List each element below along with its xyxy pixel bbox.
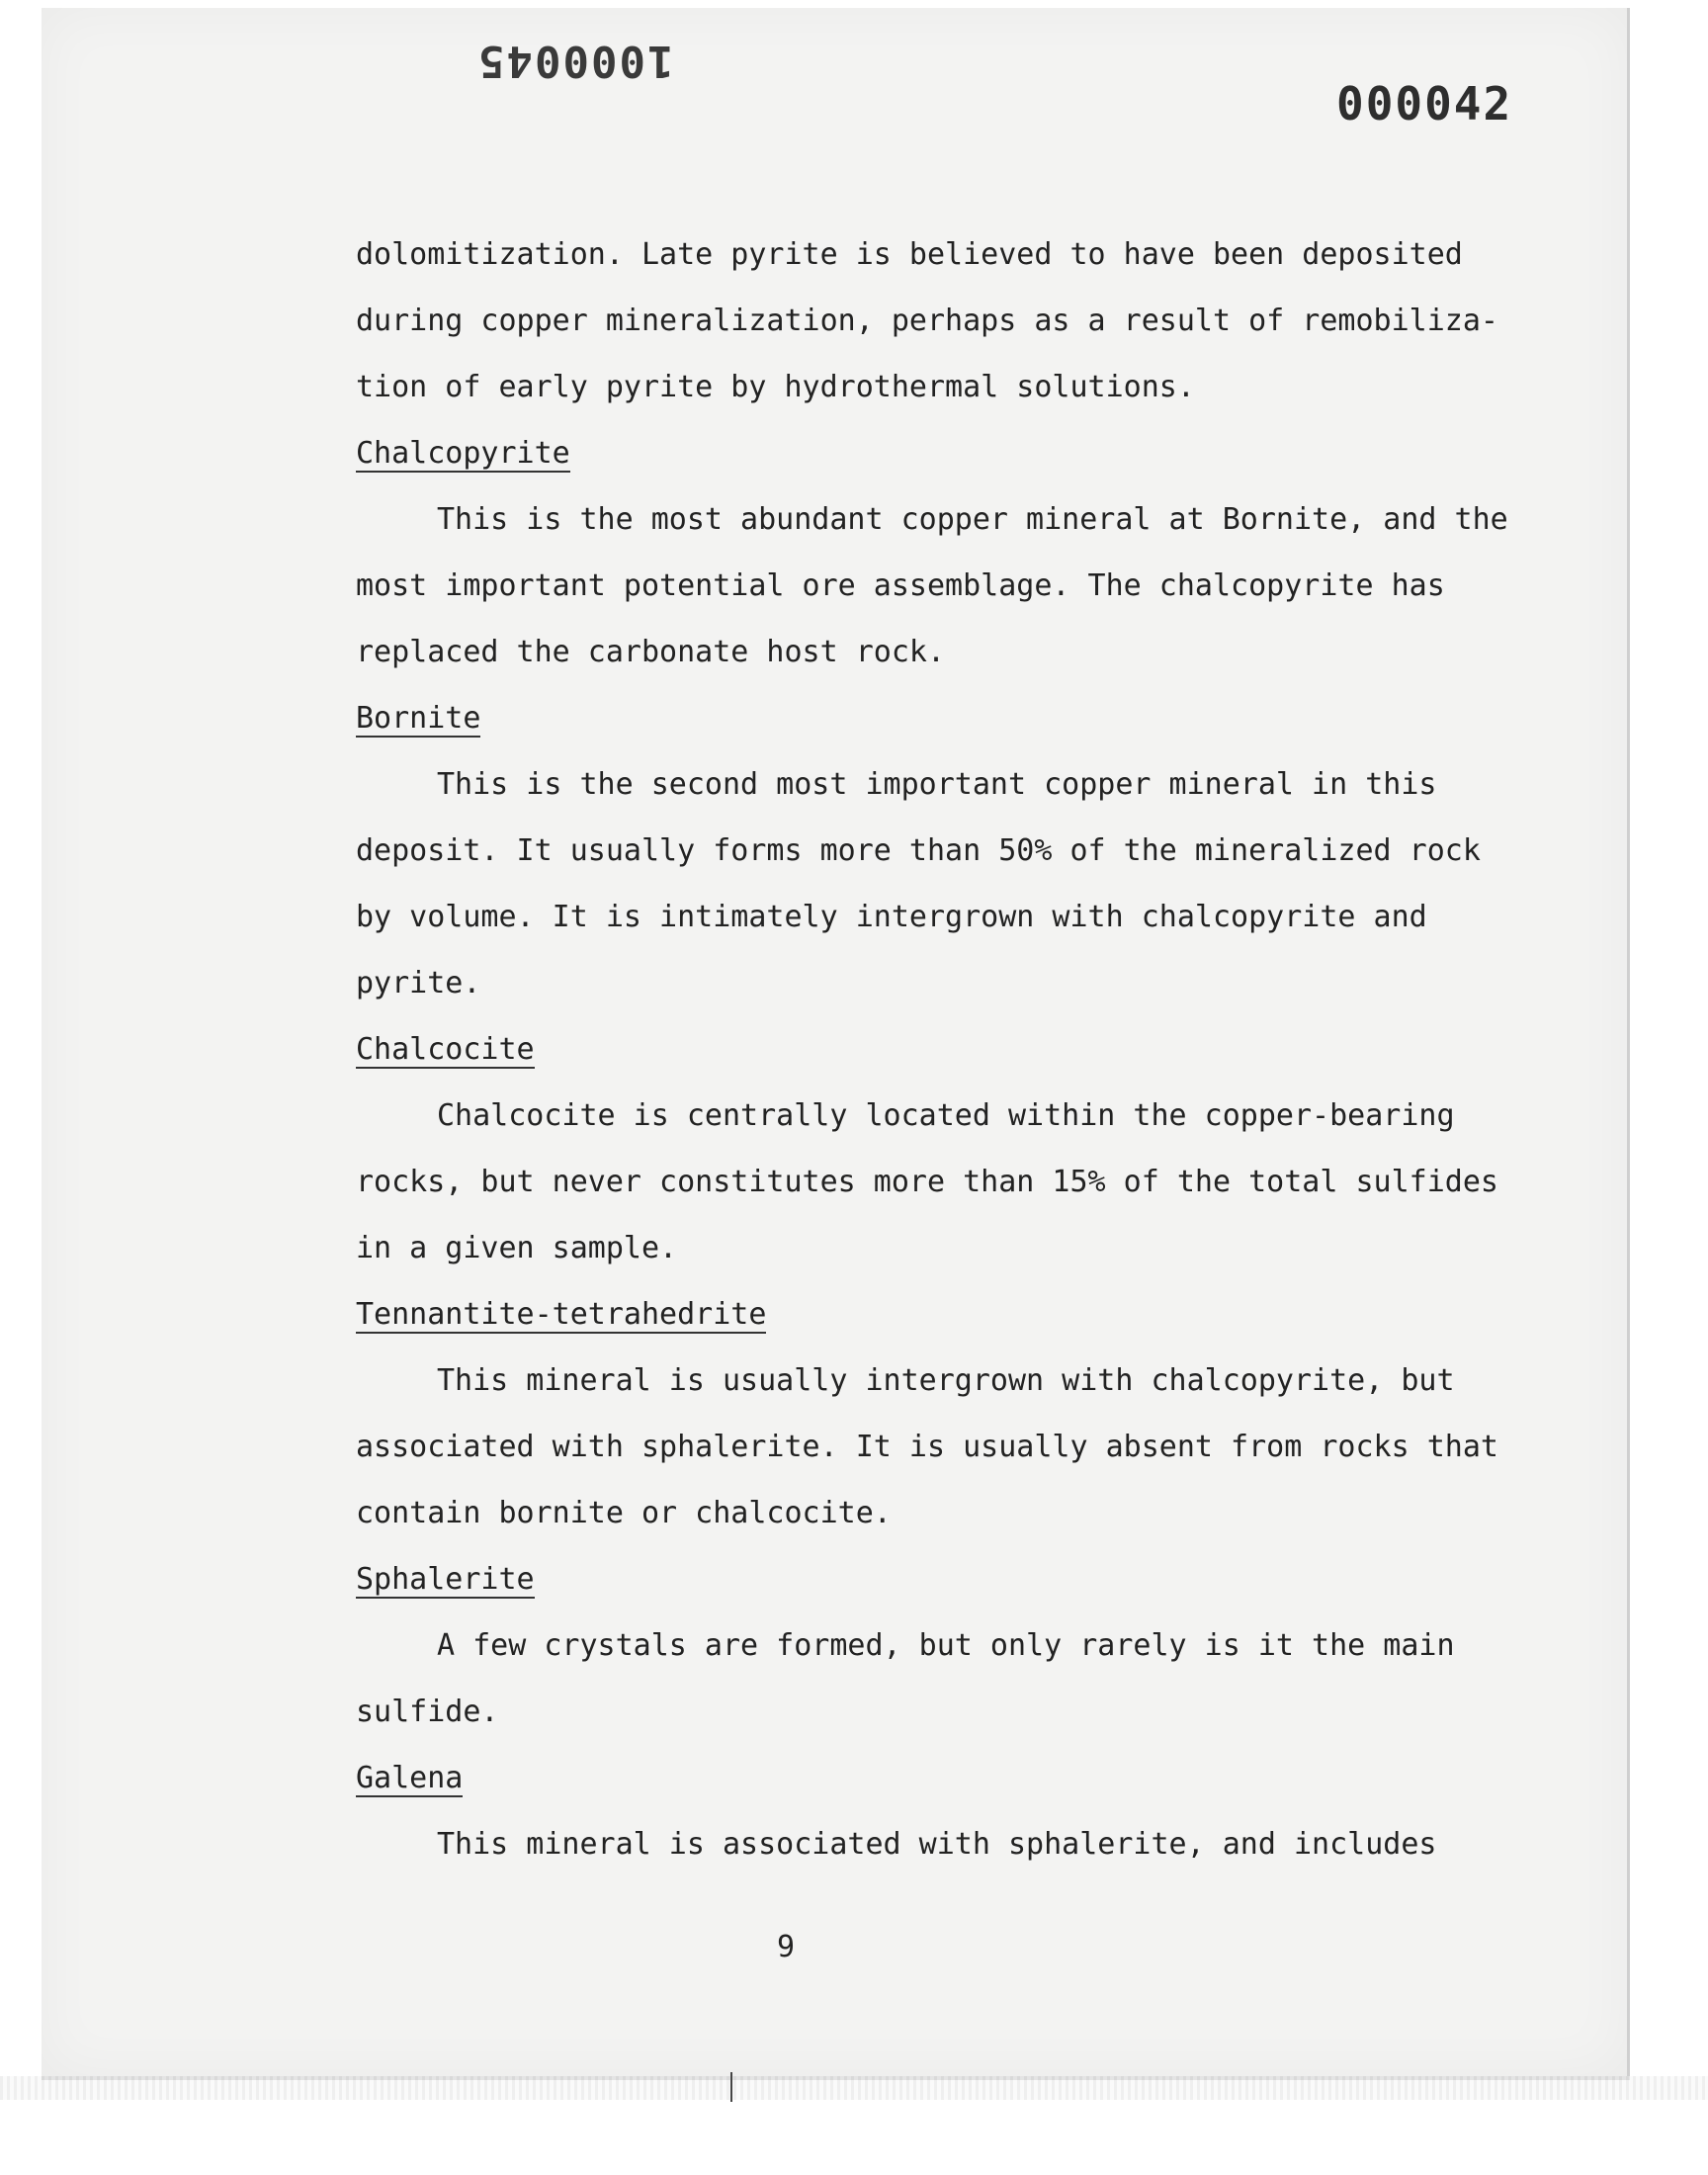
scan-edge-mark [730, 2072, 732, 2102]
text-line: tion of early pyrite by hydrothermal solutions. [356, 370, 1195, 404]
text-line: in a given sample. [356, 1231, 678, 1265]
report-body [356, 235, 1508, 1891]
section-heading-chalcopyrite: Chalcopyrite [356, 436, 570, 471]
section-heading-galena: Galena [356, 1761, 464, 1795]
text-line: contain bornite or chalcocite. [356, 1496, 892, 1530]
text-line: by volume. It is intimately intergrown with chalcopyrite and [356, 900, 1427, 934]
section-heading-chalcocite: Chalcocite [356, 1032, 535, 1067]
text-line: This mineral is usually intergrown with chalcopyrite, but [437, 1363, 1455, 1398]
text-line: A few crystals are formed, but only rarely is it the main [437, 1628, 1455, 1663]
text-line: associated with sphalerite. It is usually absent from rocks that [356, 1430, 1498, 1464]
section-heading-tennantite-tetrahedrite: Tennantite-tetrahedrite [356, 1297, 767, 1332]
text-line: This is the second most important copper mineral in this [437, 767, 1437, 802]
text-line: replaced the carbonate host rock. [356, 635, 946, 669]
document-number-stamp-inverted: 1000045 [476, 36, 674, 86]
text-line: rocks, but never constitutes more than 15% of the total sulfides [356, 1165, 1498, 1199]
scan-edge-strip [0, 2076, 1708, 2100]
section-heading-sphalerite: Sphalerite [356, 1562, 535, 1597]
page-number: 9 [777, 1930, 796, 1964]
text-line: pyrite. [356, 966, 481, 1000]
text-line: This mineral is associated with sphalerite, and includes [437, 1827, 1437, 1862]
text-line: most important potential ore assemblage. The chalcopyrite has [356, 568, 1445, 603]
text-line: sulfide. [356, 1695, 499, 1729]
document-number-stamp: 000042 [1336, 77, 1513, 130]
section-heading-bornite: Bornite [356, 701, 481, 736]
text-line: deposit. It usually forms more than 50% of the mineralized rock [356, 833, 1481, 868]
text-line: dolomitization. Late pyrite is believed to have been deposited [356, 237, 1463, 272]
text-line: This is the most abundant copper mineral at Bornite, and the [437, 502, 1508, 537]
text-line: Chalcocite is centrally located within the copper-bearing [437, 1098, 1455, 1133]
text-line: during copper mineralization, perhaps as a result of remobiliza- [356, 304, 1498, 338]
